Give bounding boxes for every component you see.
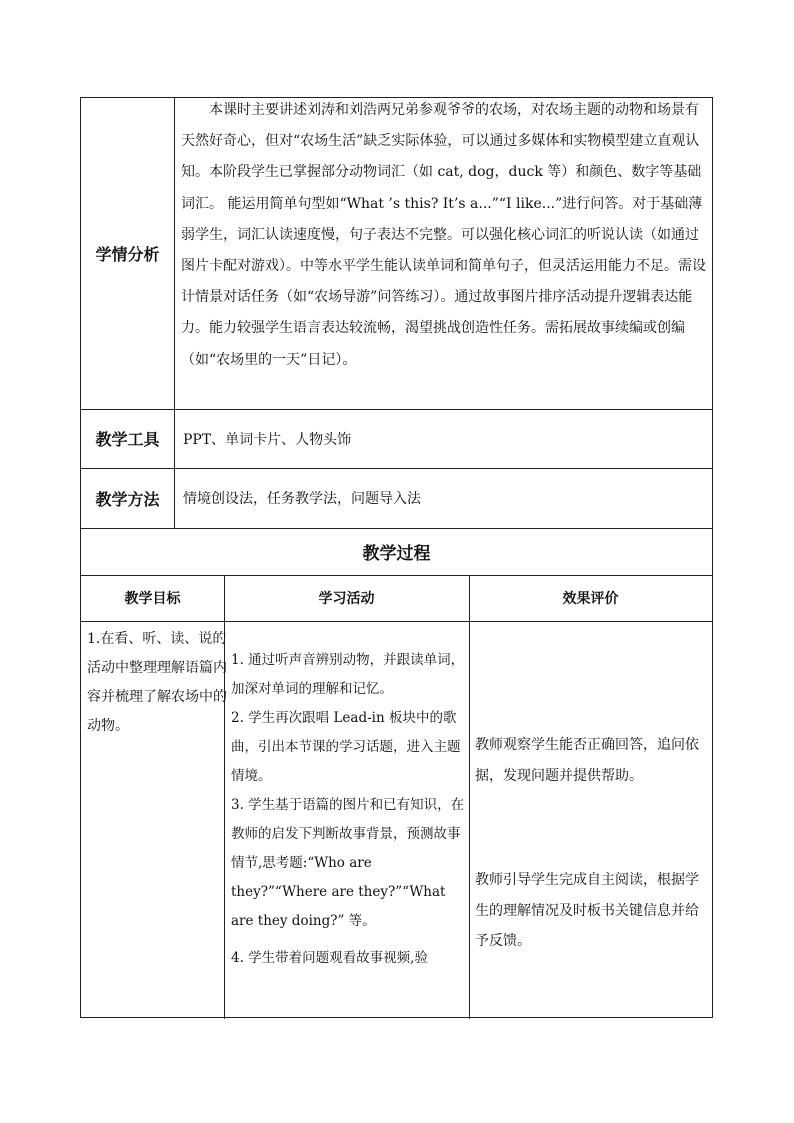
- teaching-methods-label: 教学方法: [95, 489, 160, 509]
- evaluation-text: 教师观察学生能否正确回答，追问依据，发现问题并提供帮助。: [475, 737, 699, 784]
- column-divider: [469, 575, 470, 1019]
- activity-item: 2. 学生再次跟唱 Lead-in 板块中的歌曲，引出本节课的学习话题，进入主题情境。: [231, 710, 461, 784]
- teaching-tools-label: 教学工具: [95, 430, 160, 449]
- row-divider: [81, 409, 712, 410]
- teaching-tools-text: PPT、单词卡片、人物头饰: [183, 431, 352, 448]
- column-divider: [174, 98, 175, 528]
- header-evaluation: 效果评价: [562, 591, 619, 607]
- learner-analysis-text: 本课时主要讲述刘涛和刘浩两兄弟参观爷爷的农场，对农场主题的动物和场景有天然好奇心，但对“农场生活”缺乏实际体验，可以通过多媒体和实物模型建立直观认知。本阶段学生已掌握部分动物词汇（如 cat, dog，duck 等）和颜色、数字等基础词汇。 能运用简单句型如“What ’s this? It’s a...”“I like...”进行问答。对于基础薄弱学生，词汇认读速度慢，句子表达不完整。可以强化核心词汇的听说认读（如通过图片卡配对游戏）。中等水平学生能认读单词和简单句子，但灵活运用能力不足。需设计情景对话任务（如“农场导游”问答练习）。通过故事图片排序活动提升逻辑表达能力。能力较强学生语言表达较流畅，渴望挑战创造性任务。需拓展故事续编或创编（如“农场里的一天”日记）。: [181, 102, 706, 368]
- goal-cell: [81, 621, 227, 1019]
- goal-text: 1.在看、听、读、说的活动中整理理解语篇内容并梳理了解农场中的动物。: [87, 631, 227, 734]
- header-activity: 学习活动: [318, 591, 375, 607]
- learner-analysis-label: 学情分析: [95, 245, 160, 264]
- process-title: 教学过程: [362, 544, 431, 564]
- evaluation-text: 教师引导学生完成自主阅读，根据学生的理解情况及时板书关键信息并给予反馈。: [475, 872, 699, 949]
- activity-item: 1. 通过听声音辨别动物，并跟读单词，加深对单词的理解和记忆。: [231, 652, 465, 697]
- lesson-plan-table: [80, 97, 713, 1018]
- activity-item: 3. 学生基于语篇的图片和已有知识，在教师的启发下判断故事背景，预测故事情节,思考题:“Who are they?”“Where are they?”“What are they doing?” 等。: [231, 797, 465, 929]
- header-goal: 教学目标: [124, 591, 181, 607]
- teaching-methods-text: 情境创设法，任务教学法，问题导入法: [183, 491, 421, 507]
- activity-list: [231, 646, 467, 973]
- activity-item: 4. 学生带着问题观看故事视频,验: [231, 950, 428, 966]
